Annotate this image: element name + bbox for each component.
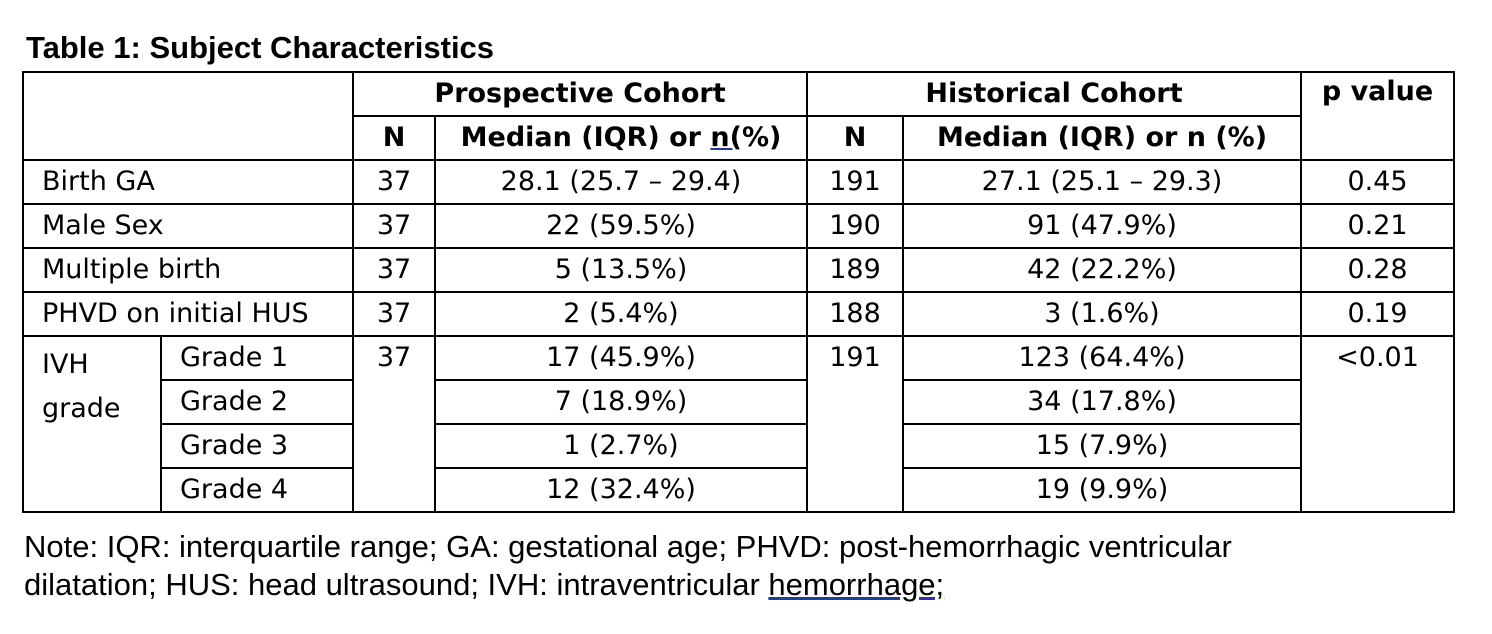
ivh-grade-row <box>23 468 1454 512</box>
row-label: PHVD on initial HUS <box>23 292 353 336</box>
grade-label: Grade 3 <box>161 424 353 468</box>
prospective-value-cell: 12 (32.4%) <box>435 468 807 512</box>
subject-characteristics-table <box>22 71 1455 513</box>
grade-label: Grade 1 <box>161 336 353 380</box>
historical-value-cell: 123 (64.4%) <box>903 336 1301 380</box>
grade-label: Grade 4 <box>161 468 353 512</box>
table-title: Table 1: Subject Characteristics <box>26 30 495 65</box>
table-row <box>23 292 1454 336</box>
ivh-historical-n-cell: 191 <box>807 336 903 512</box>
hemorrhage-link[interactable]: hemorrhage; <box>768 567 945 602</box>
prospective-value-cell: 17 (45.9%) <box>435 336 807 380</box>
historical-n-cell: 189 <box>807 248 903 292</box>
row-label: Multiple birth <box>23 248 353 292</box>
historical-n-cell: 188 <box>807 292 903 336</box>
prospective-n-cell: 37 <box>353 292 435 336</box>
historical-value-cell: 34 (17.8%) <box>903 380 1301 424</box>
historical-value-cell: 19 (9.9%) <box>903 468 1301 512</box>
ivh-grade-row <box>23 380 1454 424</box>
historical-value-cell: 91 (47.9%) <box>903 204 1301 248</box>
historical-n-cell: 191 <box>807 160 903 204</box>
p-value-cell: 0.28 <box>1301 248 1454 292</box>
row-label: Birth GA <box>23 160 353 204</box>
historical-n-header: N <box>807 116 903 160</box>
prospective-median-header: Median (IQR) or n(%) <box>435 116 807 160</box>
prospective-value-cell: 22 (59.5%) <box>435 204 807 248</box>
table-note <box>24 528 1464 604</box>
historical-cohort-header: Historical Cohort <box>807 72 1301 116</box>
prospective-value-cell: 1 (2.7%) <box>435 424 807 468</box>
note-line-1: Note: IQR: interquartile range; GA: gestational age; PHVD: post-hemorrhagic ventricular <box>24 529 1232 564</box>
note-line-2-text: dilatation; HUS: head ultrasound; IVH: intraventricular <box>24 567 769 602</box>
ivh-grade-label: IVH grade <box>23 336 161 512</box>
prospective-value-cell: 5 (13.5%) <box>435 248 807 292</box>
prospective-n-cell: 37 <box>353 248 435 292</box>
historical-value-cell: 3 (1.6%) <box>903 292 1301 336</box>
prospective-n-cell: 37 <box>353 160 435 204</box>
prospective-n-cell: 37 <box>353 204 435 248</box>
historical-value-cell: 42 (22.2%) <box>903 248 1301 292</box>
note-line-2 <box>24 566 1464 604</box>
p-value-cell: 0.19 <box>1301 292 1454 336</box>
row-label: Male Sex <box>23 204 353 248</box>
historical-value-cell: 27.1 (25.1 – 29.3) <box>903 160 1301 204</box>
ivh-grade-row <box>23 336 1454 380</box>
table-row <box>23 160 1454 204</box>
corner-cell <box>23 72 353 160</box>
prospective-cohort-header: Prospective Cohort <box>353 72 807 116</box>
grade-label: Grade 2 <box>161 380 353 424</box>
historical-median-header: Median (IQR) or n (%) <box>903 116 1301 160</box>
table-row <box>23 248 1454 292</box>
ivh-grade-row <box>23 424 1454 468</box>
historical-n-cell: 190 <box>807 204 903 248</box>
p-value-header: p value <box>1301 72 1454 160</box>
ivh-prospective-n-cell: 37 <box>353 336 435 512</box>
prospective-value-cell: 7 (18.9%) <box>435 380 807 424</box>
ivh-p-value-cell: <0.01 <box>1301 336 1454 512</box>
p-value-cell: 0.45 <box>1301 160 1454 204</box>
prospective-value-cell: 28.1 (25.7 – 29.4) <box>435 160 807 204</box>
prospective-value-cell: 2 (5.4%) <box>435 292 807 336</box>
prospective-n-header: N <box>353 116 435 160</box>
table-row <box>23 204 1454 248</box>
p-value-cell: 0.21 <box>1301 204 1454 248</box>
header-row-1 <box>23 72 1454 116</box>
historical-value-cell: 15 (7.9%) <box>903 424 1301 468</box>
